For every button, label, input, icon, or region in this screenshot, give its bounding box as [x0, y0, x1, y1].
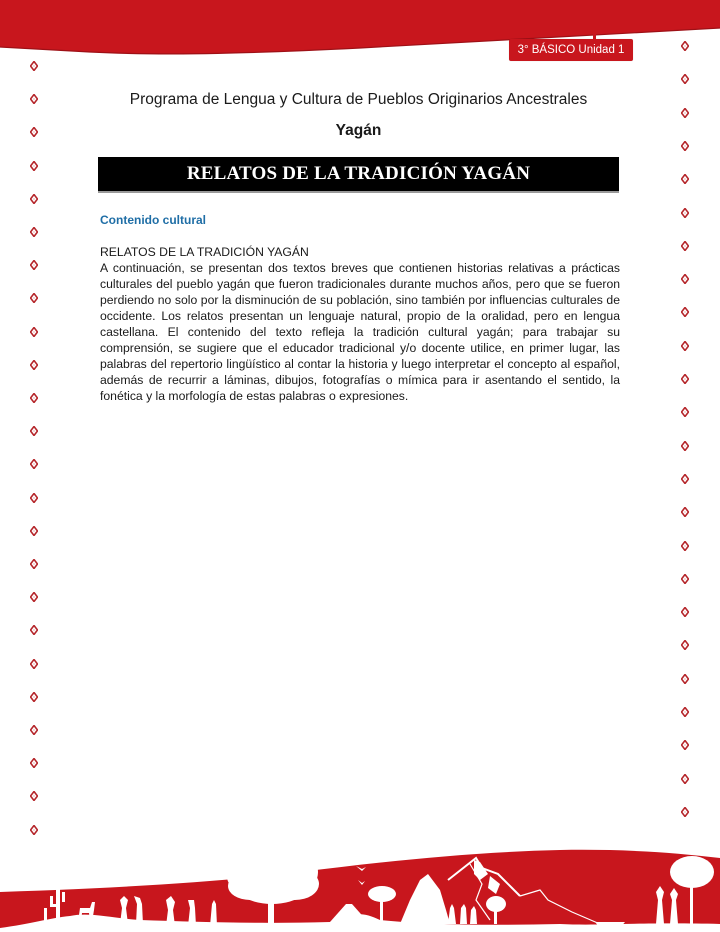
diamond-ornament-icon [681, 307, 689, 317]
program-title: Programa de Lengua y Cultura de Pueblos Originarios Ancestrales [129, 91, 588, 108]
diamond-ornament-icon [30, 459, 38, 469]
footer-landscape-banner [0, 800, 720, 932]
diamond-ornament-icon [30, 393, 38, 403]
diamond-ornament-icon [30, 526, 38, 536]
diamond-ornament-icon [681, 141, 689, 151]
diamond-ornament-icon [30, 592, 38, 602]
diamond-ornament-icon [681, 674, 689, 684]
diamond-ornament-icon [681, 607, 689, 617]
diamond-ornament-icon [30, 725, 38, 735]
diamond-ornament-icon [681, 640, 689, 650]
body-paragraph: A continuación, se presentan dos textos breves que contienen historias relativas a prácticas culturales del pueblo yagán que fueron tradicionales durante muchos años, pero que se fueron perdiendo no solo por la disminución de su población, sino también por influencias culturales de occidente. Los relatos presentan un lenguaje natural, propio de la oralidad, pero en lengua castellana. El contenido del texto refleja la tradición cultural yagán; para trabajar su comprensión, se sugiere que el educador tradicional y/o docente utilice, en primer lugar, las palabras del repertorio lingüístico al contar la historia y luego interpretar el concepto al español, además de recurrir a láminas, dibujos, fotografías o mímica para ir asentando el sentido, la fonética y la morfología de estas palabras o expresiones. [100, 261, 620, 403]
diamond-ornament-icon [30, 692, 38, 702]
diamond-ornament-icon [30, 260, 38, 270]
diamond-ornament-icon [681, 441, 689, 451]
diamond-ornament-icon [681, 774, 689, 784]
diamond-ornament-icon [681, 407, 689, 417]
body-heading: RELATOS DE LA TRADICIÓN YAGÁN [100, 245, 309, 259]
diamond-ornament-icon [30, 194, 38, 204]
diamond-ornament-icon [681, 474, 689, 484]
diamond-ornament-icon [681, 274, 689, 284]
diamond-ornament-icon [681, 740, 689, 750]
diamond-ornament-icon [30, 659, 38, 669]
unit-badge: 3° BÁSICO Unidad 1 [509, 39, 633, 61]
diamond-ornament-icon [30, 327, 38, 337]
diamond-ornament-icon [681, 74, 689, 84]
diamond-ornament-icon [30, 493, 38, 503]
diamond-ornament-icon [681, 707, 689, 717]
main-title-bar [98, 157, 619, 193]
diamond-ornament-icon [681, 108, 689, 118]
diamond-ornament-icon [30, 426, 38, 436]
people-name-heading: Yagán [335, 122, 382, 139]
diamond-ornament-icon [681, 241, 689, 251]
diamond-ornament-icon [681, 507, 689, 517]
section-label-contenido-cultural: Contenido cultural [100, 213, 206, 227]
main-title: RELATOS DE LA TRADICIÓN YAGÁN [186, 163, 531, 184]
diamond-ornament-icon [30, 559, 38, 569]
diamond-ornament-icon [681, 41, 689, 51]
diamond-ornament-icon [30, 360, 38, 370]
diamond-ornament-icon [30, 758, 38, 768]
diamond-ornament-icon [30, 625, 38, 635]
diamond-ornament-icon [30, 227, 38, 237]
diamond-ornament-icon [30, 293, 38, 303]
diamond-ornament-icon [681, 174, 689, 184]
body-content [100, 244, 620, 404]
diamond-ornament-icon [681, 541, 689, 551]
diamond-ornament-icon [681, 208, 689, 218]
diamond-ornament-icon [681, 341, 689, 351]
diamond-ornament-icon [30, 61, 38, 71]
diamond-ornament-icon [30, 161, 38, 171]
diamond-ornament-icon [681, 374, 689, 384]
diamond-ornament-icon [30, 127, 38, 137]
diamond-ornament-icon [681, 574, 689, 584]
diamond-ornament-icon [30, 94, 38, 104]
